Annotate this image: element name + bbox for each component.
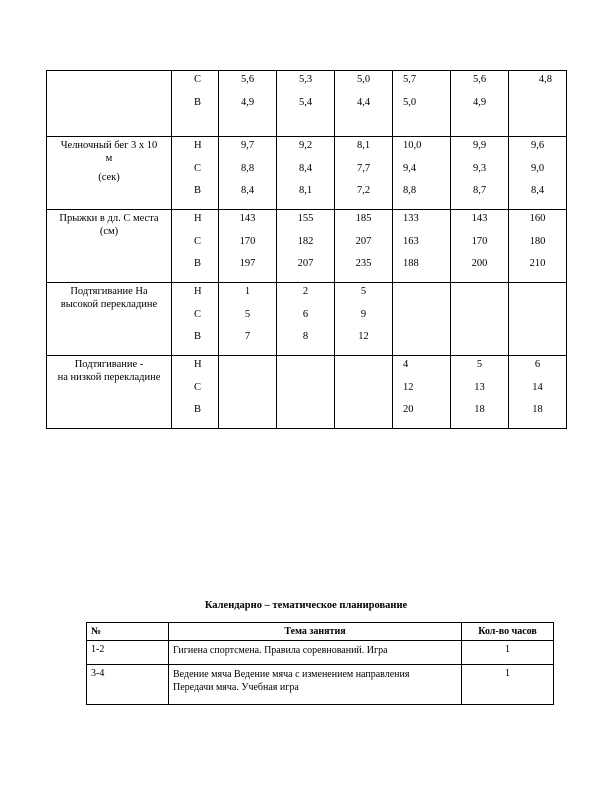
- norm-value: 207: [297, 258, 314, 269]
- norm-value: 8,7: [472, 185, 487, 196]
- plan-row: [87, 665, 554, 705]
- norm-value: 9,9: [472, 140, 487, 151]
- norm-value-cell: [335, 210, 393, 283]
- norm-value-cell: [335, 137, 393, 210]
- norm-value: 143: [239, 213, 256, 224]
- lesson-hours: 1: [462, 641, 554, 665]
- norms-table: [46, 70, 567, 429]
- norm-value: 163: [403, 235, 419, 247]
- exercise-name: [47, 283, 172, 356]
- norm-value: 6: [302, 308, 309, 320]
- plan-table: [86, 622, 554, 705]
- level-cell: [172, 283, 219, 356]
- level-label: Н: [194, 286, 202, 297]
- norms-row: [47, 210, 567, 283]
- norm-value-cell: [451, 356, 509, 429]
- norm-value: 8,4: [240, 185, 255, 196]
- norm-value: 9: [360, 308, 367, 320]
- norm-value: 155: [297, 213, 314, 224]
- norm-value: 18: [474, 404, 485, 415]
- lesson-topic: [169, 641, 462, 665]
- norm-value: 9,3: [472, 162, 487, 174]
- exercise-name: [47, 356, 172, 429]
- norm-value: 4: [403, 359, 409, 370]
- norm-value: 9,6: [530, 140, 545, 151]
- level-label: В: [194, 404, 202, 415]
- exercise-name: [47, 137, 172, 210]
- norm-value: 7,7: [356, 162, 371, 174]
- norm-value: 8,8: [240, 162, 255, 174]
- level-label: В: [194, 185, 202, 196]
- lesson-topic-line: Передачи мяча. Учебная игра: [173, 682, 299, 693]
- norm-value-cell: [335, 71, 393, 137]
- norm-value-cell: [219, 137, 277, 210]
- norm-value: 188: [403, 258, 419, 269]
- norm-value: 5,3: [298, 74, 313, 85]
- norm-value: [451, 285, 508, 308]
- norm-value: 12: [358, 331, 369, 342]
- norm-value: 5,6: [240, 74, 255, 85]
- norm-value: 4,9: [472, 96, 487, 108]
- norm-value: 197: [239, 258, 256, 269]
- norm-value: [219, 403, 276, 426]
- norm-value-cell: [335, 356, 393, 429]
- level-label: С: [194, 235, 202, 247]
- norm-value-cell: [451, 71, 509, 137]
- plan-title: Календарно – тематическое планирование: [204, 600, 408, 611]
- norm-value: 7,2: [356, 185, 371, 196]
- norm-value: 5,6: [472, 74, 487, 85]
- norm-value-cell: [277, 283, 335, 356]
- plan-header-row: [87, 623, 554, 641]
- norm-value: 20: [403, 404, 414, 415]
- level-label: С: [194, 74, 202, 85]
- norm-value: 12: [403, 381, 414, 393]
- norm-value: 185: [355, 213, 372, 224]
- norm-value: 200: [471, 258, 488, 269]
- norm-value-cell: [393, 356, 451, 429]
- norm-value: 143: [471, 213, 488, 224]
- norm-value-cell: [509, 71, 567, 137]
- norm-value: [393, 308, 450, 331]
- norm-value-cell: [393, 137, 451, 210]
- lesson-number: 1-2: [87, 641, 169, 665]
- norm-value: [335, 358, 392, 381]
- level-cell: [172, 137, 219, 210]
- plan-header-topic: Тема занятия: [169, 623, 462, 641]
- norm-value-cell: [451, 283, 509, 356]
- level-label: Н: [194, 359, 202, 370]
- level-label: В: [194, 96, 202, 108]
- norm-value: 207: [355, 235, 372, 247]
- norm-value: 182: [297, 235, 314, 247]
- norm-value: 170: [239, 235, 256, 247]
- norm-value: 10,0: [403, 140, 422, 151]
- exercise-name-line: м: [105, 153, 113, 164]
- norm-value-cell: [277, 71, 335, 137]
- norm-value: 9,7: [240, 140, 255, 151]
- norm-value-cell: [451, 210, 509, 283]
- level-cell: [172, 356, 219, 429]
- norm-value: 7: [244, 331, 251, 342]
- norm-value: [451, 308, 508, 331]
- norm-value-cell: [219, 71, 277, 137]
- norm-value: 8: [302, 331, 309, 342]
- level-cell: [172, 71, 219, 137]
- exercise-name-line: Прыжки в дл. С места: [59, 213, 159, 224]
- lesson-topic-line: Ведение мяча Ведение мяча с изменением направления: [173, 669, 410, 680]
- norm-value: [219, 358, 276, 381]
- norm-value: 9,0: [530, 162, 545, 174]
- norm-value: 235: [355, 258, 372, 269]
- norm-value: [219, 381, 276, 404]
- plan-row: [87, 641, 554, 665]
- plan-header-hours: Кол-во часов: [462, 623, 554, 641]
- norm-value: 8,1: [356, 140, 371, 151]
- norm-value-cell: [451, 137, 509, 210]
- norm-value: [335, 403, 392, 426]
- exercise-name-line: Челночный бег 3 х 10: [60, 140, 158, 151]
- norm-value: 9,4: [403, 162, 417, 174]
- norm-value: 8,1: [298, 185, 313, 196]
- exercise-name: [47, 71, 172, 137]
- exercise-name-line: Подтягивание -: [74, 359, 144, 370]
- norm-value-cell: [219, 356, 277, 429]
- norm-value: 6: [534, 359, 541, 370]
- norm-value: [509, 330, 566, 353]
- norm-value-cell: [509, 210, 567, 283]
- level-label: С: [194, 308, 202, 320]
- norm-value: 4,9: [240, 96, 255, 108]
- norm-value: 2: [302, 286, 309, 297]
- norm-value-cell: [509, 137, 567, 210]
- level-label: Н: [194, 213, 202, 224]
- norm-value: 5,7: [403, 74, 417, 85]
- norm-value: 4,4: [356, 96, 371, 108]
- norm-value: 5,4: [298, 96, 313, 108]
- level-label: С: [194, 381, 202, 393]
- norm-value: 1: [244, 286, 251, 297]
- norm-value: 18: [532, 404, 543, 415]
- exercise-name-line: на низкой перекладине: [57, 372, 161, 383]
- norm-value: 5,0: [356, 74, 371, 85]
- norm-value-cell: [509, 283, 567, 356]
- norm-value-cell: [335, 283, 393, 356]
- lesson-topic-line: Гигиена спортсмена. Правила соревнований. Игра: [173, 645, 388, 656]
- lesson-topic: [169, 665, 462, 705]
- exercise-name-line: высокой перекладине: [60, 299, 158, 310]
- lesson-number: 3-4: [87, 665, 169, 705]
- norm-value-cell: [393, 210, 451, 283]
- norm-value: [509, 285, 566, 308]
- norm-value-cell: [219, 210, 277, 283]
- norms-row: [47, 137, 567, 210]
- norm-value: 170: [471, 235, 488, 247]
- norm-value: 160: [529, 213, 546, 224]
- exercise-name-line: Подтягивание На: [70, 286, 148, 297]
- norm-value-cell: [219, 283, 277, 356]
- norm-value-cell: [277, 210, 335, 283]
- norms-row: [47, 283, 567, 356]
- norm-value: [277, 403, 334, 426]
- norm-value: 5: [244, 308, 251, 320]
- lesson-hours: 1: [462, 665, 554, 705]
- norm-value: 8,4: [530, 185, 545, 196]
- norm-value: [393, 330, 450, 353]
- norm-value: [277, 381, 334, 404]
- norms-row: [47, 71, 567, 137]
- norm-value: [451, 330, 508, 353]
- norm-value: 14: [532, 381, 543, 393]
- norm-value-cell: [277, 137, 335, 210]
- norm-value: 13: [474, 381, 485, 393]
- norm-value-cell: [277, 356, 335, 429]
- norm-value: 5,0: [403, 96, 417, 108]
- level-label: В: [194, 331, 202, 342]
- norm-value: 4,8: [538, 74, 552, 85]
- norm-value-cell: [393, 71, 451, 137]
- norm-value: 180: [529, 235, 546, 247]
- norm-value: [509, 308, 566, 331]
- norm-value: 133: [403, 213, 419, 224]
- norm-value: [509, 96, 566, 119]
- norm-value: [335, 381, 392, 404]
- norm-value: 8,8: [403, 185, 417, 196]
- norm-value: 5: [360, 286, 367, 297]
- plan-header-num: №: [87, 623, 169, 641]
- norm-value: [277, 358, 334, 381]
- norm-value: 210: [529, 258, 546, 269]
- level-label: В: [194, 258, 202, 269]
- level-cell: [172, 210, 219, 283]
- norm-value: 9,2: [298, 140, 313, 151]
- norm-value-cell: [393, 283, 451, 356]
- norm-value: 8,4: [298, 162, 313, 174]
- level-label: С: [194, 162, 202, 174]
- norm-value-cell: [509, 356, 567, 429]
- norms-row: [47, 356, 567, 429]
- level-label: Н: [194, 140, 202, 151]
- norm-value: [393, 285, 450, 308]
- norm-value: 5: [476, 359, 483, 370]
- exercise-name-line: (сек): [98, 172, 120, 183]
- exercise-name: [47, 210, 172, 283]
- exercise-name-line: (см): [99, 226, 119, 237]
